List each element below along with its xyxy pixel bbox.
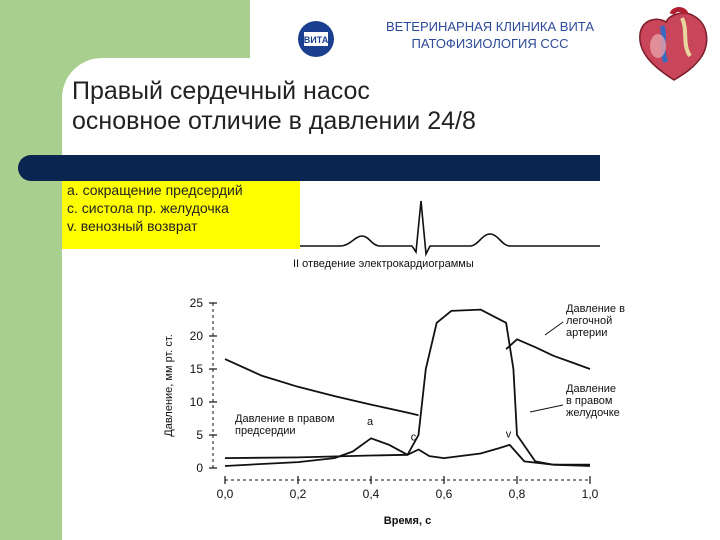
legend-v: v. венозный возврат [67,218,198,234]
annotation-leader [530,405,563,412]
x-tick-label: 0,0 [216,487,234,501]
header-line-1: ВЕТЕРИНАРНАЯ КЛИНИКА ВИТА [386,19,594,34]
wave-label: v [505,428,512,441]
x-axis-label: Время, с [383,515,432,527]
y-tick-label: 25 [189,296,203,310]
annotation-right-ventricle: Давление в правом желудочке [566,383,620,419]
x-tick-label: 1,0 [581,487,599,501]
wave-label: c [410,431,417,444]
series-line [225,438,590,466]
y-axis-label: Давление, мм рт. ст. [163,334,175,437]
y-tick-label: 20 [189,329,203,343]
series-line [506,339,590,369]
annotation-right-atrium: Давление в правом предсердии [235,413,335,437]
x-tick-label: 0,2 [289,487,307,501]
logo-text: ВИТА [303,35,329,45]
annotation-leader [545,322,563,335]
y-tick-label: 0 [196,461,203,475]
y-tick-label: 10 [189,395,203,409]
series-line [225,359,419,415]
title-line-2: основное отличие в давлении 24/8 [72,107,476,135]
y-tick-label: 15 [189,362,203,376]
annotation-pulmonary-artery: Давление в легочной артерии [566,303,625,339]
legend-c: c. систола пр. желудочка [67,200,229,216]
series-line [225,310,590,465]
legend-a: a. сокращение предсердий [67,182,243,198]
title-line-1: Правый сердечный насос [72,77,370,105]
x-tick-label: 0,8 [508,487,526,501]
ecg-label: II отведение электрокардиограммы [293,258,474,270]
wave-label: a [367,416,374,429]
x-tick-label: 0,4 [362,487,380,501]
y-tick-label: 5 [196,428,203,442]
header-line-2: ПАТОФИЗИОЛОГИЯ ССС [411,36,569,51]
x-tick-label: 0,6 [435,487,453,501]
